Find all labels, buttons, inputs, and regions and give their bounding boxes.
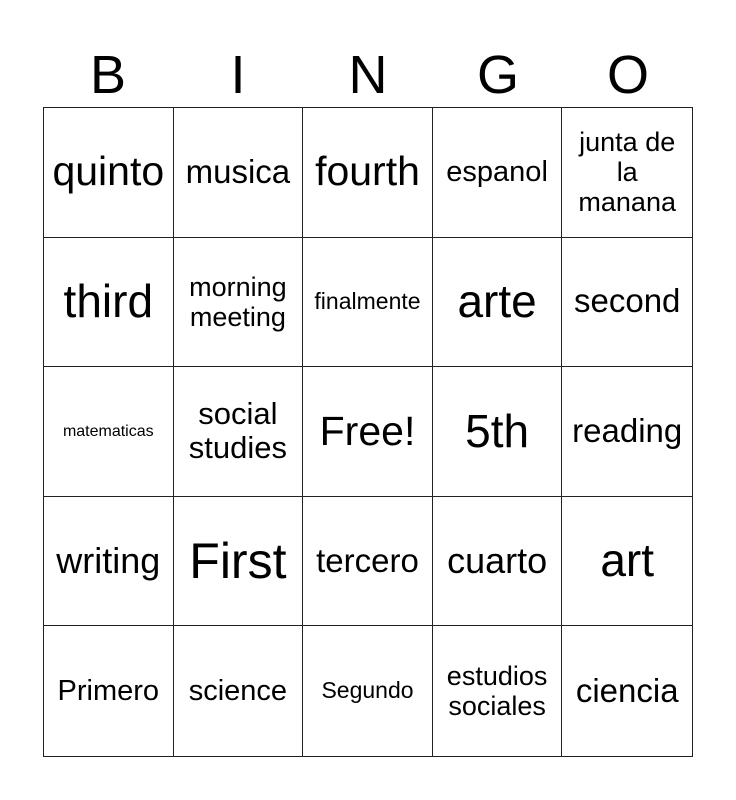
bingo-cell-r4c5[interactable] <box>562 497 692 627</box>
cell-text: third <box>63 275 154 328</box>
cell-text: ciencia <box>575 671 679 709</box>
cell-text: 5th <box>465 404 530 457</box>
bingo-board <box>43 107 693 757</box>
bingo-cell-r5c3[interactable] <box>303 626 433 756</box>
bingo-cell-r3c4[interactable] <box>433 367 563 497</box>
bingo-cell-r1c3[interactable] <box>303 108 433 238</box>
cell-text: fourth <box>315 148 420 195</box>
cell-text: First <box>189 533 287 590</box>
bingo-cell-r5c5[interactable] <box>562 626 692 756</box>
bingo-cell-r3c5[interactable] <box>562 367 692 497</box>
bingo-cell-r2c2[interactable] <box>174 238 304 368</box>
bingo-cell-r5c1[interactable] <box>44 626 174 756</box>
bingo-cell-r1c5[interactable] <box>562 108 692 238</box>
cell-text: Primero <box>57 674 160 707</box>
bingo-cell-r2c4[interactable] <box>433 238 563 368</box>
cell-text: morning meeting <box>189 271 287 332</box>
cell-text: quinto <box>52 148 165 195</box>
bingo-cell-r1c1[interactable] <box>44 108 174 238</box>
header-letter-n: N <box>348 45 388 105</box>
cell-text: reading <box>572 412 683 450</box>
header-letter-i: I <box>230 45 246 105</box>
bingo-cell-r3c1[interactable] <box>44 367 174 497</box>
cell-text: science <box>188 674 288 707</box>
cell-text: arte <box>457 275 537 328</box>
cell-text: Segundo <box>321 677 414 704</box>
bingo-cell-r2c5[interactable] <box>562 238 692 368</box>
cell-text: second <box>573 282 681 320</box>
cell-text: finalmente <box>314 288 421 315</box>
bingo-cell-r4c1[interactable] <box>44 497 174 627</box>
bingo-cell-r4c4[interactable] <box>433 497 563 627</box>
bingo-cell-r1c4[interactable] <box>433 108 563 238</box>
cell-text: musica <box>185 152 291 190</box>
bingo-header <box>43 42 693 108</box>
bingo-cell-r3c3[interactable] <box>303 367 433 497</box>
bingo-cell-r5c2[interactable] <box>174 626 304 756</box>
cell-text: junta de la manana <box>578 126 676 218</box>
header-letter-g: G <box>476 45 519 105</box>
bingo-cell-r4c2[interactable] <box>174 497 304 627</box>
cell-text: social studies <box>188 395 287 466</box>
cell-text: tercero <box>316 541 419 579</box>
header-letter-o: O <box>606 45 649 105</box>
cell-text: espanol <box>446 156 548 189</box>
bingo-cell-r2c1[interactable] <box>44 238 174 368</box>
cell-text: art <box>600 534 655 587</box>
header-letter-b: B <box>89 45 127 105</box>
bingo-cell-r3c2[interactable] <box>174 367 304 497</box>
bingo-cell-r5c4[interactable] <box>433 626 563 756</box>
bingo-cell-r1c2[interactable] <box>174 108 304 238</box>
cell-text: matematicas <box>62 422 154 440</box>
bingo-cell-r2c3[interactable] <box>303 238 433 368</box>
cell-text: estudios sociales <box>446 660 548 722</box>
cell-text: Free! <box>319 407 416 454</box>
cell-text: cuarto <box>447 539 548 581</box>
bingo-cell-r4c3[interactable] <box>303 497 433 627</box>
cell-text: writing <box>56 539 161 581</box>
